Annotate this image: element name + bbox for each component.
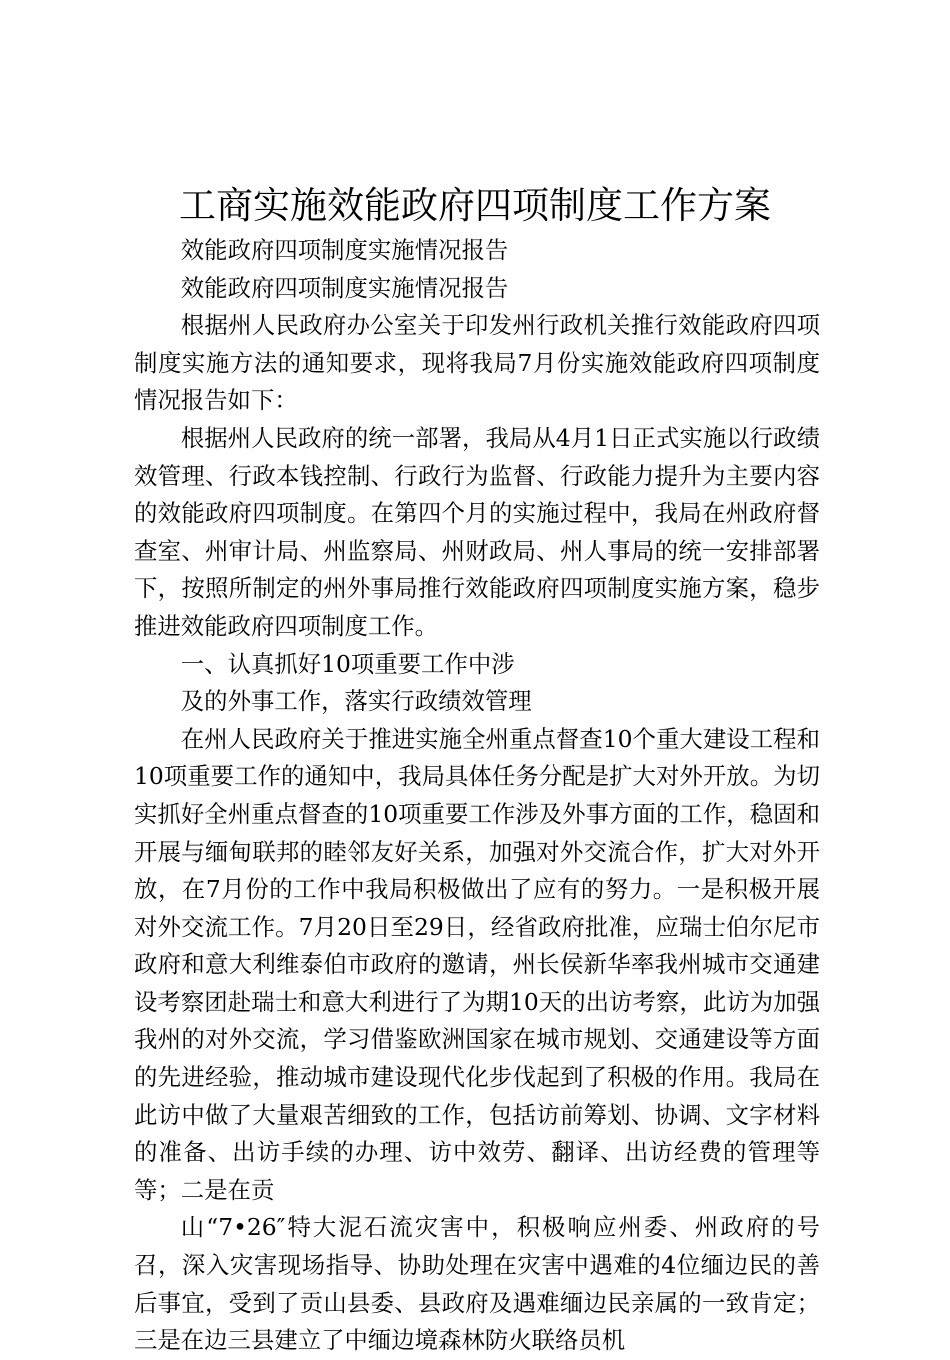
document-body [134, 232, 820, 1360]
paragraph: 根据州人民政府办公室关于印发州行政机关推行效能政府四项制度实施方法的通知要求，现将我局7月份实施效能政府四项制度情况报告如下： [134, 311, 820, 415]
document-title: 工商实施效能政府四项制度工作方案 [179, 184, 771, 227]
paragraph: 在州人民政府关于推进实施全州重点督查10个重大建设工程和10项重要工作的通知中，我局具体任务分配是扩大对外开放。为切实抓好全州重点督查的10项重要工作涉及外事方面的工作，稳固和开展与缅甸联邦的睦邻友好关系，加强对外交流合作，扩大对外开放，在7月份的工作中我局积极做出了应有的努力。一是积极开展对外交流工作。7月20日至29日，经省政府批准，应瑞士伯尔尼市政府和意大利维泰伯市政府的邀请，州长侯新华率我州城市交通建设考察团赴瑞士和意大利进行了为期10天的出访考察，此访为加强我州的对外交流，学习借鉴欧洲国家在城市规划、交通建设等方面的先进经验，推动城市建设现代化步伐起到了积极的作用。我局在此访中做了大量艰苦细致的工作，包括访前筹划、协调、文字材料的准备、出访手续的办理、访中效劳、翻译、出访经费的管理等等；二是在贡 [134, 724, 820, 1204]
paragraph: 效能政府四项制度实施情况报告 [180, 273, 509, 302]
section-heading: 一、认真抓好10项重要工作中涉 [180, 649, 515, 678]
paragraph: 山“7•26″特大泥石流灾害中，积极响应州委、州政府的号召，深入灾害现场指导、协助处理在灾害中遇难的4位缅边民的善后事宜，受到了贡山县委、县政府及遇难缅边民亲属的一致肯定；三是在边三县建立了中缅边境森林防火联络员机 [134, 1213, 820, 1355]
paragraph: 根据州人民政府的统一部署，我局从4月1日正式实施以行政绩效管理、行政本钱控制、行政行为监督、行政能力提升为主要内容的效能政府四项制度。在第四个月的实施过程中，我局在州政府督查室、州审计局、州监察局、州财政局、州人事局的统一安排部署下，按照所制定的州外事局推行效能政府四项制度实施方案，稳步推进效能政府四项制度工作。 [134, 423, 820, 640]
section-heading: 及的外事工作，落实行政绩效管理 [180, 687, 532, 716]
paragraph: 效能政府四项制度实施情况报告 [180, 236, 509, 264]
